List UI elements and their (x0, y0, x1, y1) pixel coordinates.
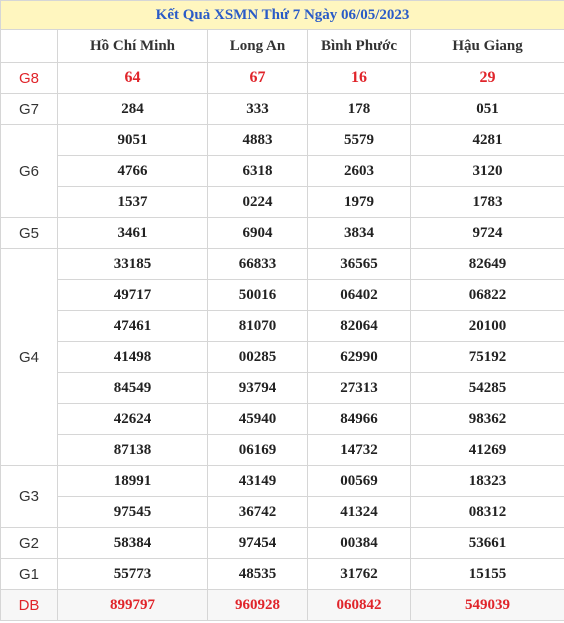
result-number: 9051 (58, 125, 208, 156)
result-number: 48535 (208, 559, 308, 590)
result-number: 178 (308, 94, 411, 125)
result-number: 14732 (308, 435, 411, 466)
result-number: 5579 (308, 125, 411, 156)
result-number: 3120 (411, 156, 564, 187)
province-header-row (1, 30, 564, 63)
result-number: 00285 (208, 342, 308, 373)
result-number: 41269 (411, 435, 564, 466)
result-number: 55773 (58, 559, 208, 590)
province-header: Long An (208, 30, 308, 63)
prize-label: G7 (1, 94, 58, 125)
result-number: 75192 (411, 342, 564, 373)
result-number: 42624 (58, 404, 208, 435)
result-number: 060842 (308, 590, 411, 621)
result-number: 33185 (58, 249, 208, 280)
province-header: Bình Phước (308, 30, 411, 63)
prize-row-g2 (1, 528, 564, 559)
result-number: 18991 (58, 466, 208, 497)
result-number: 1979 (308, 187, 411, 218)
prize-label: G5 (1, 218, 58, 249)
prize-label: G6 (1, 125, 58, 218)
result-number: 960928 (208, 590, 308, 621)
prize-label: G1 (1, 559, 58, 590)
result-number: 1537 (58, 187, 208, 218)
result-number: 051 (411, 94, 564, 125)
title-row (1, 1, 564, 30)
result-number: 81070 (208, 311, 308, 342)
result-number: 84966 (308, 404, 411, 435)
prize-row-g7 (1, 94, 564, 125)
result-number: 67 (208, 63, 308, 94)
result-number: 82064 (308, 311, 411, 342)
prize-row-g4 (1, 435, 564, 466)
prize-row-g4 (1, 249, 564, 280)
prize-row-g1 (1, 559, 564, 590)
prize-row-g4 (1, 311, 564, 342)
result-number: 36565 (308, 249, 411, 280)
result-number: 08312 (411, 497, 564, 528)
page-title: Kết Quả XSMN Thứ 7 Ngày 06/05/2023 (1, 1, 564, 30)
prize-row-g8 (1, 63, 564, 94)
result-number: 9724 (411, 218, 564, 249)
result-number: 15155 (411, 559, 564, 590)
result-number: 93794 (208, 373, 308, 404)
prize-row-g6 (1, 156, 564, 187)
result-number: 899797 (58, 590, 208, 621)
result-number: 84549 (58, 373, 208, 404)
result-number: 82649 (411, 249, 564, 280)
result-number: 54285 (411, 373, 564, 404)
result-number: 06402 (308, 280, 411, 311)
prize-row-g5 (1, 218, 564, 249)
province-header: Hậu Giang (411, 30, 564, 63)
result-number: 16 (308, 63, 411, 94)
result-number: 29 (411, 63, 564, 94)
prize-row-g6 (1, 187, 564, 218)
result-number: 4766 (58, 156, 208, 187)
prize-label: G8 (1, 63, 58, 94)
result-number: 06822 (411, 280, 564, 311)
prize-row-g4 (1, 404, 564, 435)
prize-row-g4 (1, 342, 564, 373)
result-number: 27313 (308, 373, 411, 404)
result-number: 87138 (58, 435, 208, 466)
prize-label: G3 (1, 466, 58, 528)
result-number: 4883 (208, 125, 308, 156)
prize-row-db (1, 590, 564, 621)
result-number: 333 (208, 94, 308, 125)
result-number: 31762 (308, 559, 411, 590)
result-number: 3834 (308, 218, 411, 249)
result-number: 284 (58, 94, 208, 125)
result-number: 18323 (411, 466, 564, 497)
result-number: 43149 (208, 466, 308, 497)
prize-row-g4 (1, 373, 564, 404)
result-number: 41324 (308, 497, 411, 528)
result-number: 53661 (411, 528, 564, 559)
result-number: 1783 (411, 187, 564, 218)
result-number: 41498 (58, 342, 208, 373)
result-number: 4281 (411, 125, 564, 156)
result-number: 64 (58, 63, 208, 94)
prize-label: G2 (1, 528, 58, 559)
result-number: 06169 (208, 435, 308, 466)
prize-row-g3 (1, 466, 564, 497)
result-number: 45940 (208, 404, 308, 435)
result-number: 36742 (208, 497, 308, 528)
result-number: 97454 (208, 528, 308, 559)
province-header: Hồ Chí Minh (58, 30, 208, 63)
result-number: 20100 (411, 311, 564, 342)
result-number: 549039 (411, 590, 564, 621)
result-number: 6904 (208, 218, 308, 249)
result-number: 66833 (208, 249, 308, 280)
result-number: 6318 (208, 156, 308, 187)
result-number: 58384 (58, 528, 208, 559)
result-number: 47461 (58, 311, 208, 342)
prize-row-g3 (1, 497, 564, 528)
prize-label: DB (1, 590, 58, 621)
result-number: 0224 (208, 187, 308, 218)
result-number: 00384 (308, 528, 411, 559)
result-number: 97545 (58, 497, 208, 528)
prize-row-g4 (1, 280, 564, 311)
prize-label: G4 (1, 249, 58, 466)
corner-cell (1, 30, 58, 63)
prize-row-g6 (1, 125, 564, 156)
result-number: 62990 (308, 342, 411, 373)
result-number: 3461 (58, 218, 208, 249)
result-number: 50016 (208, 280, 308, 311)
result-number: 98362 (411, 404, 564, 435)
result-number: 2603 (308, 156, 411, 187)
result-number: 00569 (308, 466, 411, 497)
result-number: 49717 (58, 280, 208, 311)
